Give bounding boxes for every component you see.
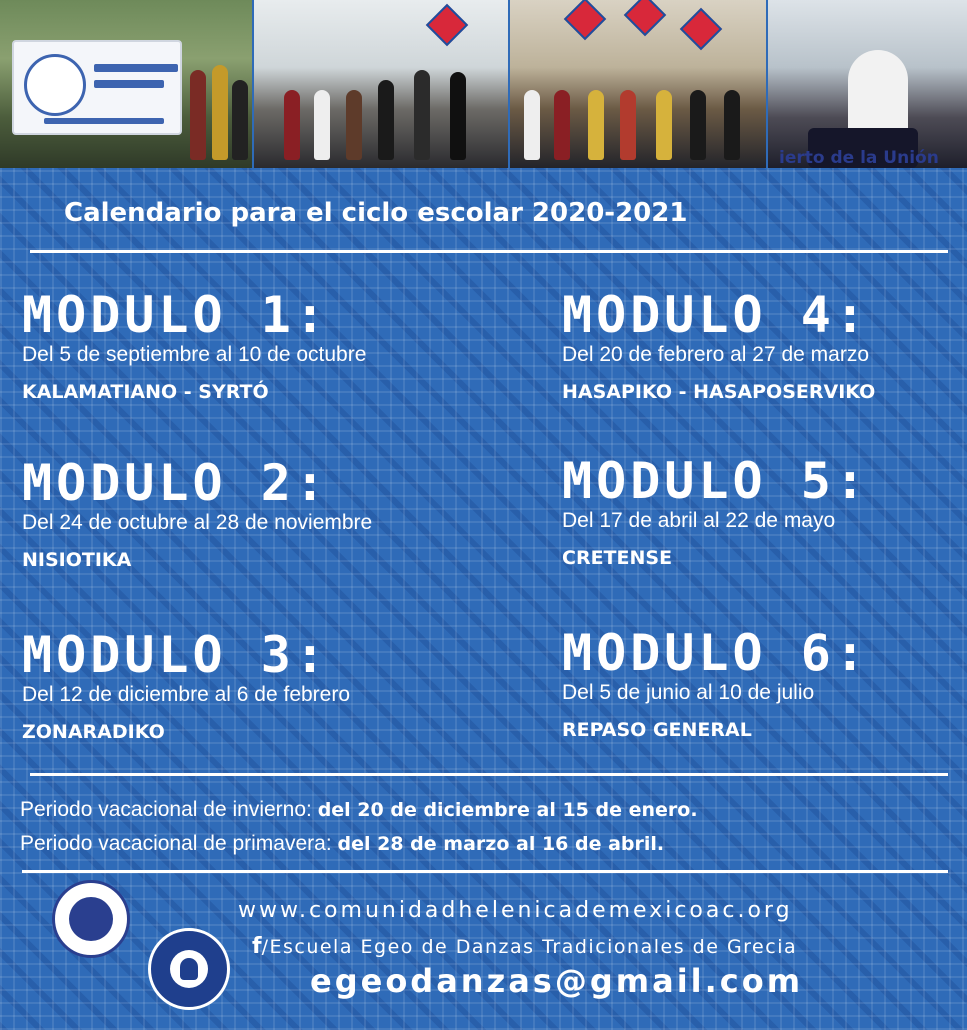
- photo-stage-dancers-1: [254, 0, 510, 168]
- photo-dancer-closeup: [768, 0, 967, 168]
- module-2: [22, 456, 442, 572]
- module-5: [562, 454, 967, 570]
- photo-group-with-banner: [0, 0, 254, 168]
- facebook-link[interactable]: [252, 934, 952, 959]
- module-dates: Del 20 de febrero al 27 de marzo: [562, 343, 870, 366]
- module-heading: MODULO 3:: [22, 626, 329, 684]
- module-heading: MODULO 6:: [562, 624, 869, 682]
- hellenic-community-seal: [148, 928, 230, 1010]
- spring-vacation: [20, 832, 950, 856]
- photo-stage-dancers-2: [510, 0, 768, 168]
- module-1: [22, 288, 442, 404]
- egeo-school-logo: [52, 880, 130, 958]
- module-dance: ZONARADIKO: [22, 721, 165, 743]
- email-link[interactable]: egeodanzas@gmail.com: [310, 962, 804, 1000]
- module-heading: MODULO 1:: [22, 286, 329, 344]
- facebook-page-name: /Escuela Egeo de Danzas Tradicionales de Grecia: [261, 936, 798, 958]
- footer-divider: [22, 870, 948, 873]
- modules-divider: [30, 773, 948, 776]
- winter-vacation: [20, 798, 950, 822]
- module-dates: Del 24 de octubre al 28 de noviembre: [22, 511, 373, 534]
- module-dates: Del 17 de abril al 22 de mayo: [562, 509, 836, 532]
- winter-vacation-dates: del 20 de diciembre al 15 de enero.: [317, 799, 698, 821]
- module-dates: Del 5 de septiembre al 10 de octubre: [22, 343, 367, 366]
- winter-vacation-label: Periodo vacacional de invierno:: [20, 798, 318, 821]
- module-4: [562, 288, 967, 404]
- title-divider: [30, 250, 948, 253]
- module-3: [22, 628, 442, 744]
- module-6: [562, 626, 967, 742]
- module-dance: HASAPIKO - HASAPOSERVIKO: [562, 381, 876, 403]
- school-banner: [12, 40, 182, 135]
- website-link[interactable]: www.comunidadhelenicademexicoac.org: [238, 898, 793, 923]
- photo-strip: [0, 0, 967, 168]
- stage-banner-text: ierto de la Unión: [779, 148, 939, 168]
- module-dates: Del 5 de junio al 10 de julio: [562, 681, 815, 704]
- banner-logo: [24, 54, 86, 116]
- module-heading: MODULO 4:: [562, 286, 869, 344]
- page-title: Calendario para el ciclo escolar 2020-2021: [64, 198, 688, 228]
- eagle-icon: [180, 958, 198, 980]
- module-dance: REPASO GENERAL: [562, 719, 752, 741]
- module-dance: NISIOTIKA: [22, 549, 132, 571]
- spring-vacation-dates: del 28 de marzo al 16 de abril.: [337, 833, 665, 855]
- module-dance: CRETENSE: [562, 547, 673, 569]
- spring-vacation-label: Periodo vacacional de primavera:: [20, 832, 338, 855]
- module-heading: MODULO 2:: [22, 454, 329, 512]
- facebook-icon: f: [252, 934, 262, 959]
- module-heading: MODULO 5:: [562, 452, 869, 510]
- module-dance: KALAMATIANO - SYRTÓ: [22, 381, 269, 403]
- module-dates: Del 12 de diciembre al 6 de febrero: [22, 683, 351, 706]
